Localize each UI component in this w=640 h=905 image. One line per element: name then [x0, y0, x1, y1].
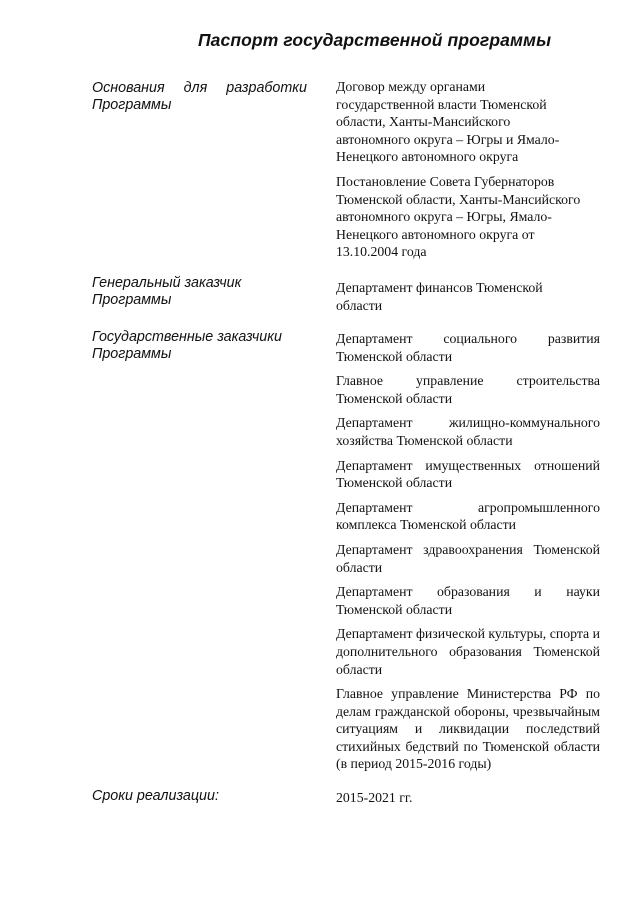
basis-paragraph-resolution: Постановление Совета Губернаторов Тюменской области, Ханты-Мансийского автономного округа – Югры, Ямало-Ненецкого автономного округа от 13.10.2004 года [336, 173, 581, 260]
state-customer-item: Департамент агропромышленного комплекса Тюменской области [336, 499, 600, 533]
state-customer-item: Департамент жилищно-коммунального хозяйства Тюменской области [336, 415, 600, 448]
row-value-basis [336, 78, 586, 268]
row-value-general-customer [336, 279, 571, 321]
implementation-period-value: 2015-2021 гг. [336, 790, 413, 805]
state-customer-item: Департамент образования и науки Тюменской области [336, 584, 600, 617]
state-customer-item: Департамент имущественных отношений Тюменской области [336, 457, 600, 491]
row-label-basis: Основания для разработки Программы [92, 80, 307, 113]
row-label-state-customers: Государственные заказчики Программы [92, 329, 282, 362]
row-value-implementation-period [336, 789, 600, 814]
document-title: Паспорт государственной программы [198, 30, 552, 50]
row-label-implementation-period: Сроки реализации: [92, 788, 219, 804]
state-customer-item: Департамент социального развития Тюменской области [336, 331, 600, 364]
state-customer-item: Департамент здравоохранения Тюменской области [336, 541, 600, 575]
state-customer-item: Главное управление строительства Тюменской области [336, 373, 600, 406]
state-customer-item: Департамент физической культуры, спорта и дополнительного образования Тюменской области [336, 626, 600, 677]
state-customer-item: Главное управление Министерства РФ по делам гражданской обороны, чрезвычайным ситуациям и ликвидации последствий стихийных бедствий по Тюменской области (в период 2015-2016 годы) [336, 686, 600, 772]
general-customer-paragraph: Департамент финансов Тюменской области [336, 280, 543, 313]
row-label-general-customer: Генеральный заказчик Программы [92, 275, 242, 308]
row-value-state-customers [336, 330, 600, 780]
basis-paragraph-treaty: Договор между органами государственной власти Тюменской области, Ханты-Мансийского автономного округа – Югры и Ямало-Ненецкого автономного округа [336, 79, 560, 165]
